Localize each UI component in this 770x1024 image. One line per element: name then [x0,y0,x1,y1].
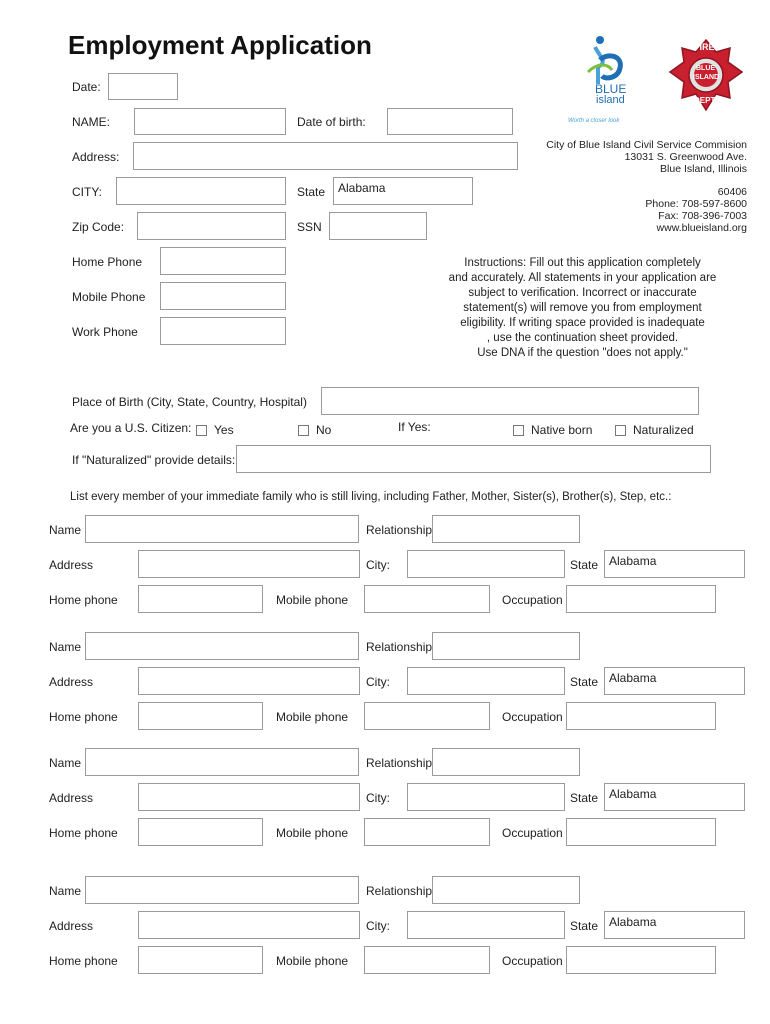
naturalized-details-label: If "Naturalized" provide details: [72,453,236,467]
city-label: CITY: [72,185,103,199]
fire-logo-middle-text-2: ISLAND [693,74,720,81]
family-occupation-field[interactable] [566,585,716,613]
family-state-label: State [570,675,599,689]
family-name-field[interactable] [85,515,359,543]
family-name-field[interactable] [85,748,359,776]
blue-island-tagline: Worth a closer look [568,118,620,124]
mobile-phone-label: Mobile Phone [72,290,146,304]
citizen-yes-checkbox[interactable] [196,425,207,436]
family-relationship-field[interactable] [432,748,580,776]
family-occupation-field[interactable] [566,818,716,846]
date-label: Date: [72,80,101,94]
family-mobile-phone-field[interactable] [364,818,490,846]
family-home-phone-field[interactable] [138,818,263,846]
state-select[interactable]: Alabama [333,177,473,205]
family-relationship-label: Relationship [366,640,433,654]
naturalized-details-field[interactable] [236,445,711,473]
instructions-line: eligibility. If writing space provided is inadequate [460,317,705,329]
family-address-label: Address [49,675,94,689]
native-born-label: Native born [531,423,593,437]
name-label: NAME: [72,115,111,129]
instructions-line: Instructions: Fill out this application completely [464,257,701,269]
instructions-line: , use the continuation sheet provided. [486,332,679,344]
family-state-select[interactable]: Alabama [604,911,745,939]
family-city-label: City: [366,558,390,572]
date-field[interactable] [108,73,178,100]
family-home-phone-label: Home phone [49,954,118,968]
name-field[interactable] [134,108,286,135]
dob-field[interactable] [387,108,513,135]
fire-department-logo [668,38,744,112]
family-city-field[interactable] [407,550,565,578]
family-relationship-label: Relationship [366,756,433,770]
work-phone-field[interactable] [160,317,286,345]
ssn-field[interactable] [329,212,427,240]
page-title: Employment Application [68,30,372,60]
address-label: Address: [72,150,120,164]
citizen-no-checkbox[interactable] [298,425,309,436]
address-field[interactable] [133,142,518,170]
family-city-field[interactable] [407,667,565,695]
family-home-phone-field[interactable] [138,702,263,730]
family-state-label: State [570,919,599,933]
home-phone-label: Home Phone [72,255,143,269]
family-mobile-phone-label: Mobile phone [276,593,349,607]
family-name-label: Name [49,756,82,770]
instructions-line: and accurately. All statements in your application are [448,272,717,284]
zip-field[interactable] [137,212,286,240]
family-address-field[interactable] [138,911,360,939]
family-address-field[interactable] [138,667,360,695]
contact-line-2: 13031 S. Greenwood Ave. [624,151,747,163]
home-phone-field[interactable] [160,247,286,275]
family-mobile-phone-label: Mobile phone [276,710,349,724]
family-address-field[interactable] [138,783,360,811]
family-city-label: City: [366,675,390,689]
family-state-select[interactable]: Alabama [604,550,745,578]
family-mobile-phone-field[interactable] [364,702,490,730]
family-occupation-field[interactable] [566,946,716,974]
family-home-phone-label: Home phone [49,826,118,840]
naturalized-label: Naturalized [633,423,694,437]
place-of-birth-field[interactable] [321,387,699,415]
family-occupation-label: Occupation [502,593,563,607]
family-home-phone-field[interactable] [138,946,263,974]
mobile-phone-field[interactable] [160,282,286,310]
zip-label: Zip Code: [72,220,125,234]
family-state-label: State [570,791,599,805]
contact-phone: Phone: 708-597-8600 [645,198,747,210]
family-address-label: Address [49,919,94,933]
dob-label: Date of birth: [297,115,366,129]
family-home-phone-label: Home phone [49,710,118,724]
family-relationship-label: Relationship [366,884,433,898]
family-relationship-field[interactable] [432,876,580,904]
family-occupation-label: Occupation [502,826,563,840]
family-relationship-field[interactable] [432,515,580,543]
fire-logo-top-text: FIRE [694,42,715,52]
family-mobile-phone-label: Mobile phone [276,954,349,968]
contact-fax: Fax: 708-396-7003 [658,210,747,222]
ssn-label: SSN [297,220,322,234]
family-state-label: State [570,558,599,572]
family-state-select[interactable]: Alabama [604,667,745,695]
instructions-line: Use DNA if the question "does not apply." [477,347,688,359]
blue-island-logo-text: BLUE [595,82,627,96]
citizen-no-label: No [316,423,332,437]
work-phone-label: Work Phone [72,325,138,339]
family-name-field[interactable] [85,632,359,660]
family-name-field[interactable] [85,876,359,904]
if-yes-label: If Yes: [398,420,431,434]
naturalized-checkbox[interactable] [615,425,626,436]
blue-island-logo [568,32,658,130]
family-occupation-label: Occupation [502,954,563,968]
family-mobile-phone-field[interactable] [364,585,490,613]
instructions [440,256,725,361]
citizen-yes-label: Yes [214,423,234,437]
family-name-label: Name [49,523,82,537]
contact-website: www.blueisland.org [656,222,747,234]
city-field[interactable] [116,177,286,205]
blue-island-logo-icon [578,32,658,130]
place-of-birth-label: Place of Birth (City, State, Country, Hospital) [72,395,307,409]
blue-island-logo-text-2: island [596,94,625,106]
family-name-label: Name [49,884,82,898]
instructions-line: subject to verification. Incorrect or inaccurate [468,287,697,299]
fire-logo-middle-text: BLUE [696,65,716,72]
family-occupation-label: Occupation [502,710,563,724]
family-address-label: Address [49,558,94,572]
instructions-line: statement(s) will remove you from employment [463,302,702,314]
family-state-select[interactable]: Alabama [604,783,745,811]
state-label: State [297,185,326,199]
contact-zip: 60406 [717,186,747,198]
family-relationship-label: Relationship [366,523,433,537]
family-city-field[interactable] [407,911,565,939]
family-city-field[interactable] [407,783,565,811]
family-mobile-phone-field[interactable] [364,946,490,974]
family-mobile-phone-label: Mobile phone [276,826,349,840]
family-city-label: City: [366,791,390,805]
family-name-label: Name [49,640,82,654]
family-address-label: Address [49,791,94,805]
family-home-phone-field[interactable] [138,585,263,613]
contact-line-1: City of Blue Island Civil Service Commision [546,139,747,151]
fire-logo-bottom-text: DEPT. [694,96,717,105]
family-address-field[interactable] [138,550,360,578]
family-relationship-field[interactable] [432,632,580,660]
citizen-label: Are you a U.S. Citizen: [70,421,192,435]
contact-line-3: Blue Island, Illinois [660,163,747,175]
family-occupation-field[interactable] [566,702,716,730]
native-born-checkbox[interactable] [513,425,524,436]
family-intro: List every member of your immediate family who is still living, including Father, Mother, Sister(s), Brother(s), Step, etc.: [70,491,672,503]
family-city-label: City: [366,919,390,933]
family-home-phone-label: Home phone [49,593,118,607]
